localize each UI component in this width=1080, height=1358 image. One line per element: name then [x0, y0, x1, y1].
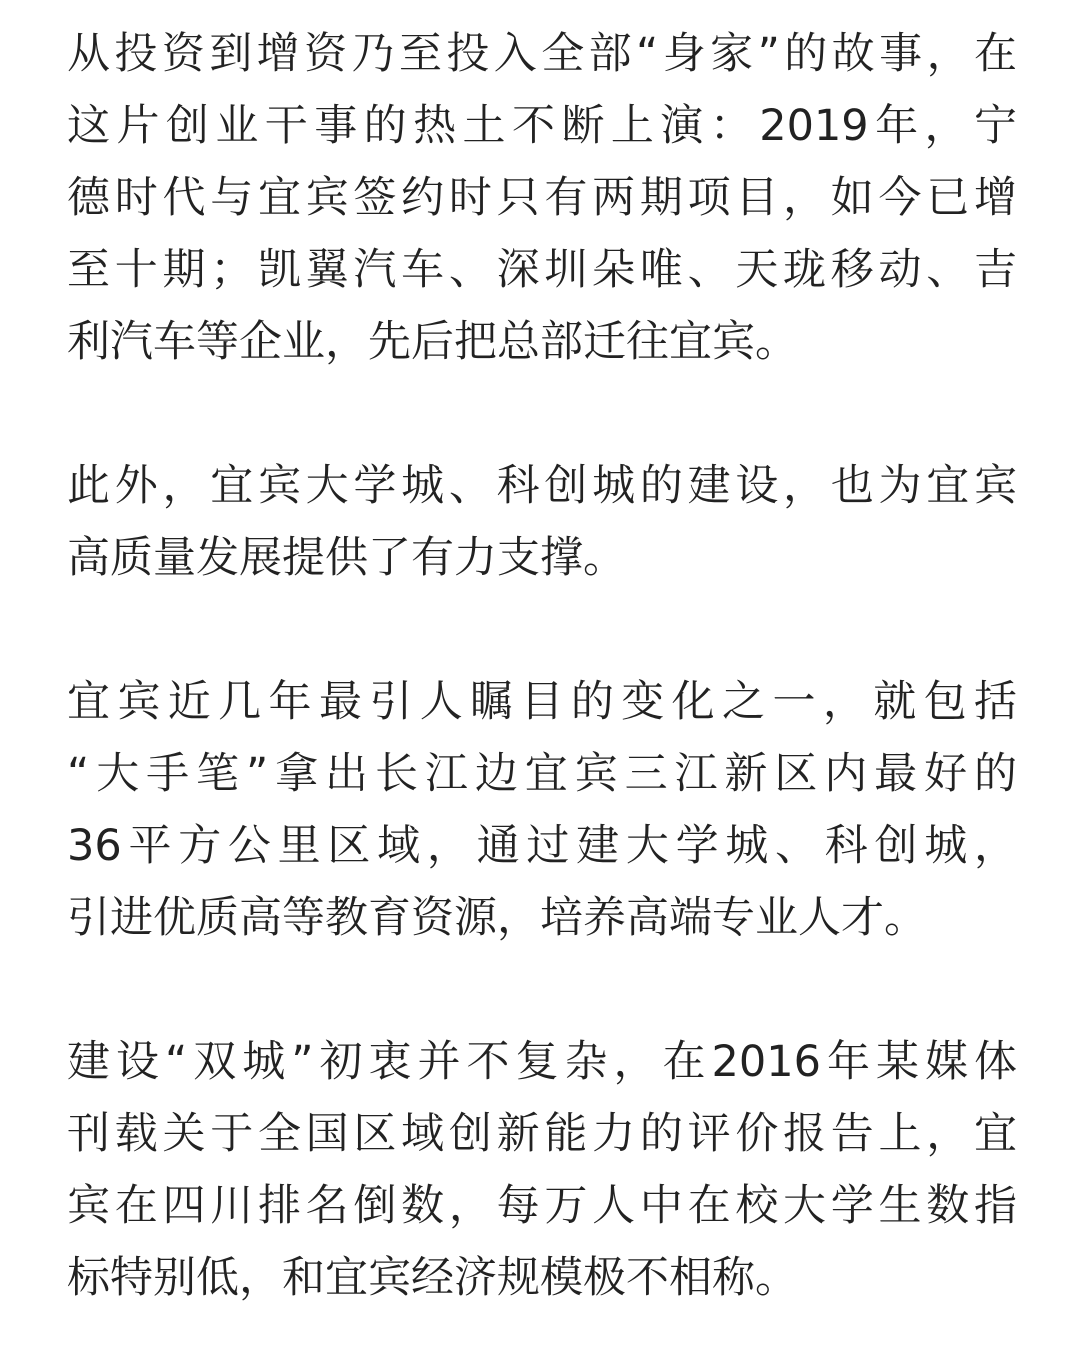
text-line: “大手笔”拿出长江边宜宾三江新区内最好的	[67, 749, 1017, 799]
paragraph-spacer	[67, 378, 1017, 450]
text-line: 至十期；凯翼汽车、深圳朵唯、天珑移动、吉	[67, 245, 1017, 295]
text-line: 此外，宜宾大学城、科创城的建设，也为宜宾	[67, 461, 1017, 511]
text-line: 利汽车等企业，先后把总部迁往宜宾。	[67, 317, 798, 367]
paragraph-spacer	[67, 594, 1017, 666]
text-line: 宾在四川排名倒数，每万人中在校大学生数指	[67, 1181, 1017, 1231]
paragraph-2	[67, 450, 1017, 594]
text-line: 引进优质高等教育资源，培养高端专业人才。	[67, 893, 927, 943]
text-line: 宜宾近几年最引人瞩目的变化之一，就包括	[67, 677, 1017, 727]
paragraph-1	[67, 18, 1017, 378]
text-line: 德时代与宜宾签约时只有两期项目，如今已增	[67, 173, 1017, 223]
paragraph-3	[67, 666, 1017, 954]
text-line: 标特别低，和宜宾经济规模极不相称。	[67, 1253, 798, 1303]
text-line: 从投资到增资乃至投入全部“身家”的故事，在	[67, 29, 1017, 79]
paragraph-spacer	[67, 954, 1017, 1026]
text-line: 高质量发展提供了有力支撑。	[67, 533, 626, 583]
paragraph-4	[67, 1026, 1017, 1314]
text-line: 这片创业干事的热土不断上演：2019年，宁	[67, 101, 1017, 151]
text-line: 刊载关于全国区域创新能力的评价报告上，宜	[67, 1109, 1017, 1159]
text-line: 36平方公里区域，通过建大学城、科创城，	[67, 821, 1017, 871]
text-line: 建设“双城”初衷并不复杂，在2016年某媒体	[67, 1037, 1017, 1087]
article-body	[67, 18, 1017, 1314]
